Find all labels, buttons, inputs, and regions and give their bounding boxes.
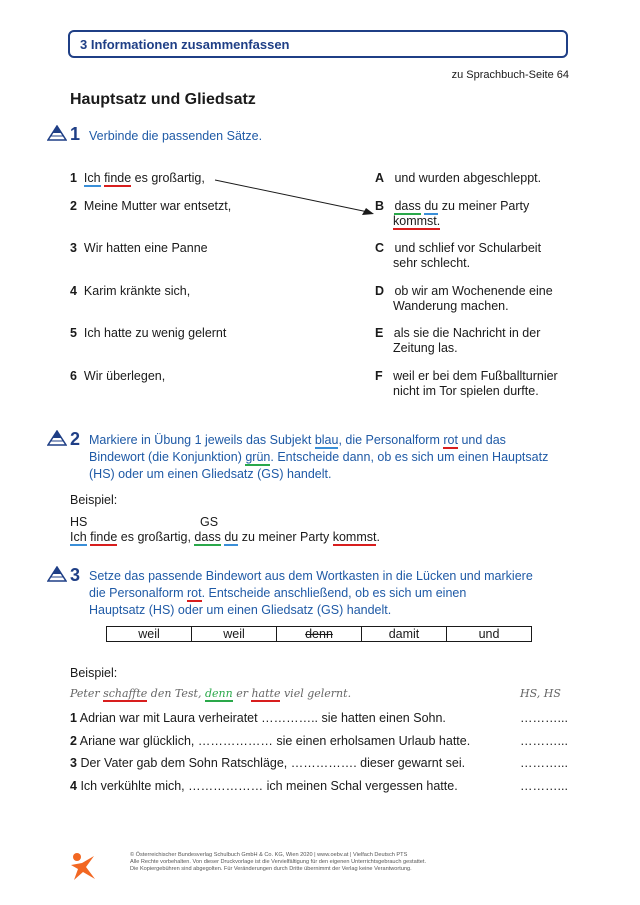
task-3-instruction: Setze das passende Bindewort aus dem Wortkasten in die Lücken und markiere die Personalform rot. Entscheide anschließend, ob es sich um einen Hauptsatz (HS) oder um einen Gliedsatz (GS) handelt.: [89, 569, 533, 617]
task-3-number: 3: [70, 565, 81, 585]
word-cell: weil: [192, 627, 277, 641]
answer-blank-3[interactable]: ………...: [520, 756, 568, 770]
exercise-sentence-3: 3 Der Vater gab dem Sohn Ratschläge, ……………. dieser gewarnt sei.: [70, 756, 466, 770]
task-2-instruction: Markiere in Übung 1 jeweils das Subjekt blau, die Personalform rot und das Bindewort (die Konjunktion) grün. Entscheide dann, ob es sich um einen Hauptsatz (HS) oder um einen Gliedsatz (GS) handelt.: [89, 433, 549, 481]
word-cell: damit: [362, 627, 447, 641]
left-sentence-1: 1 Ich finde es großartig,: [70, 171, 205, 185]
chapter-title: 3 Informationen zusammenfassen: [80, 37, 290, 52]
exercise-sentence-2: 2 Ariane war glücklich, ……………… sie einen erholsamen Urlaub hatte.: [70, 734, 471, 748]
connection-arrow: [210, 175, 380, 220]
exercise-sentence-1: 1 Adrian war mit Laura verheiratet ………….. sie hatten einen Sohn.: [70, 711, 446, 725]
pyramid-level-icon: [47, 125, 67, 141]
word-cell: weil: [107, 627, 192, 641]
task-3-example-sentence: Peter schaffte den Test, denn er hatte viel gelernt.: [70, 687, 352, 700]
left-sentence-3: 3 Wir hatten eine Panne: [70, 241, 208, 255]
task-2-number: 2: [70, 429, 81, 449]
page-reference: zu Sprachbuch-Seite 64: [451, 69, 569, 81]
right-sentence-f: F weil er bei dem Fußballturnier nicht im Tor spielen durfte.: [375, 369, 558, 398]
task-2-example-label: Beispiel:: [70, 493, 118, 507]
exercise-sentence-4: 4 Ich verkühlte mich, ……………… ich meinen Schal vergessen hatte.: [70, 779, 458, 793]
pyramid-level-icon: [47, 566, 67, 582]
task-1-instruction: Verbinde die passenden Sätze.: [89, 129, 263, 143]
right-sentence-e: E als sie die Nachricht in der Zeitung las.: [375, 326, 541, 355]
task-3-example-answer: HS, HS: [520, 687, 561, 700]
right-sentence-a: A und wurden abgeschleppt.: [375, 171, 542, 185]
label-hs: HS: [70, 515, 88, 529]
word-cell-used: denn: [277, 627, 362, 641]
left-sentence-5: 5 Ich hatte zu wenig gelernt: [70, 326, 227, 340]
task-3-example-label: Beispiel:: [70, 666, 118, 680]
right-sentence-c: C und schlief vor Schularbeit sehr schlecht.: [375, 241, 542, 270]
publisher-logo-icon: [68, 852, 98, 882]
word-box: [106, 626, 532, 642]
label-gs: GS: [200, 515, 219, 529]
pyramid-level-icon: [47, 430, 67, 446]
page-title: Hauptsatz und Gliedsatz: [70, 91, 256, 108]
word-cell: und: [478, 627, 500, 641]
answer-blank-2[interactable]: ………...: [520, 734, 568, 748]
answer-blank-4[interactable]: ………...: [520, 779, 568, 793]
task-2-example-sentence: Ich finde es großartig, dass du zu meiner Party kommst.: [70, 530, 380, 544]
left-sentence-4: 4 Karim kränkte sich,: [70, 284, 191, 298]
left-sentence-2: 2 Meine Mutter war entsetzt,: [70, 199, 232, 213]
footer-copyright: © Österreichischer Bundesverlag Schulbuch GmbH & Co. KG, Wien 2020 | www.oebv.at | Vielfach Deutsch PTS Alle Rechte vorbehalten. Von dieser Druckvorlage ist die Vervielfältigung für den eigenen Unterrichtsgebrauch gestattet. Die Kopiergebühren sind abgegolten. Für Veränderungen durch Dritte übernimmt der Verlag keine Verantwortung.: [130, 852, 427, 872]
task-1-number: 1: [70, 124, 81, 144]
left-sentence-6: 6 Wir überlegen,: [70, 369, 166, 383]
right-sentence-b: B dass du zu meiner Party kommst.: [375, 199, 530, 228]
right-sentence-d: D ob wir am Wochenende eine Wanderung machen.: [375, 284, 553, 313]
answer-blank-1[interactable]: ………...: [520, 711, 568, 725]
